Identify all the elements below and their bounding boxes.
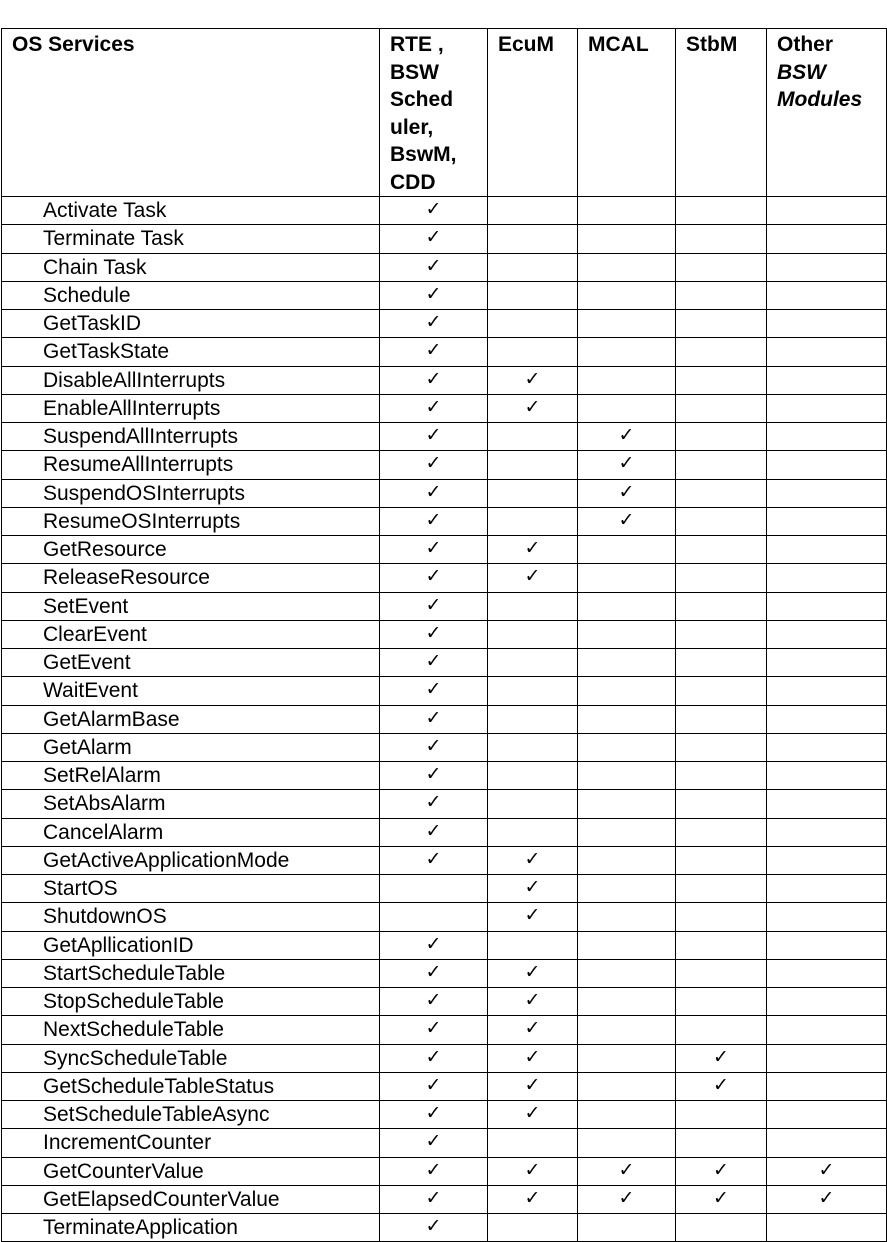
rte-check-cell: ✓ <box>380 1185 488 1213</box>
service-name-cell: ClearEvent <box>2 620 380 648</box>
stbm-check-cell <box>676 762 767 790</box>
service-name-cell: SuspendAllInterrupts <box>2 423 380 451</box>
rte-check-cell: ✓ <box>380 677 488 705</box>
ecum-check-cell <box>488 253 578 281</box>
rte-check-cell: ✓ <box>380 366 488 394</box>
header-bsw-modules-label: BSW Modules <box>777 60 863 111</box>
rte-check-cell: ✓ <box>380 705 488 733</box>
rte-check-cell: ✓ <box>380 479 488 507</box>
service-name-cell: GetResource <box>2 536 380 564</box>
service-name-cell: GetTaskState <box>2 338 380 366</box>
ecum-check-cell: ✓ <box>488 1044 578 1072</box>
ecum-check-cell <box>488 479 578 507</box>
other-check-cell: ✓ <box>767 1185 887 1213</box>
table-row <box>2 310 887 338</box>
table-row <box>2 677 887 705</box>
service-name-cell: ResumeOSInterrupts <box>2 507 380 535</box>
ecum-check-cell <box>488 507 578 535</box>
rte-check-cell: ✓ <box>380 423 488 451</box>
ecum-check-cell <box>488 677 578 705</box>
other-check-cell <box>767 903 887 931</box>
ecum-check-cell: ✓ <box>488 1101 578 1129</box>
mcal-check-cell <box>578 1101 676 1129</box>
stbm-check-cell <box>676 733 767 761</box>
rte-check-cell: ✓ <box>380 790 488 818</box>
other-check-cell <box>767 733 887 761</box>
other-check-cell <box>767 197 887 225</box>
rte-check-cell: ✓ <box>380 818 488 846</box>
ecum-check-cell: ✓ <box>488 564 578 592</box>
table-row <box>2 1072 887 1100</box>
service-name-cell: SetEvent <box>2 592 380 620</box>
table-row <box>2 1129 887 1157</box>
stbm-check-cell <box>676 564 767 592</box>
mcal-check-cell <box>578 705 676 733</box>
other-check-cell <box>767 253 887 281</box>
other-check-cell <box>767 818 887 846</box>
rte-check-cell: ✓ <box>380 564 488 592</box>
stbm-check-cell <box>676 197 767 225</box>
table-header <box>2 29 887 197</box>
mcal-check-cell <box>578 677 676 705</box>
stbm-check-cell <box>676 846 767 874</box>
mcal-check-cell: ✓ <box>578 1157 676 1185</box>
other-check-cell <box>767 620 887 648</box>
stbm-check-cell <box>676 705 767 733</box>
mcal-check-cell <box>578 988 676 1016</box>
other-check-cell <box>767 1044 887 1072</box>
stbm-check-cell <box>676 1214 767 1242</box>
stbm-check-cell <box>676 423 767 451</box>
table-row <box>2 1016 887 1044</box>
table-row <box>2 959 887 987</box>
other-check-cell <box>767 1016 887 1044</box>
table-row <box>2 423 887 451</box>
rte-check-cell: ✓ <box>380 1044 488 1072</box>
os-services-table <box>1 28 887 1242</box>
stbm-check-cell <box>676 310 767 338</box>
other-check-cell <box>767 338 887 366</box>
service-name-cell: GetEvent <box>2 649 380 677</box>
other-check-cell <box>767 677 887 705</box>
mcal-check-cell <box>578 649 676 677</box>
ecum-check-cell: ✓ <box>488 1016 578 1044</box>
rte-check-cell: ✓ <box>380 733 488 761</box>
other-check-cell <box>767 536 887 564</box>
rte-check-cell: ✓ <box>380 394 488 422</box>
table-row <box>2 818 887 846</box>
other-check-cell <box>767 649 887 677</box>
ecum-check-cell <box>488 310 578 338</box>
table-row <box>2 1214 887 1242</box>
mcal-check-cell <box>578 253 676 281</box>
stbm-check-cell <box>676 225 767 253</box>
header-mcal: MCAL <box>578 29 676 197</box>
header-rte: RTE , BSW Sched uler, BswM, CDD <box>380 29 488 197</box>
rte-check-cell: ✓ <box>380 1129 488 1157</box>
mcal-check-cell <box>578 931 676 959</box>
other-check-cell <box>767 507 887 535</box>
service-name-cell: GetScheduleTableStatus <box>2 1072 380 1100</box>
header-ecum: EcuM <box>488 29 578 197</box>
mcal-check-cell <box>578 197 676 225</box>
table-row <box>2 479 887 507</box>
service-name-cell: TerminateApplication <box>2 1214 380 1242</box>
table-row <box>2 1044 887 1072</box>
mcal-check-cell: ✓ <box>578 423 676 451</box>
header-row <box>2 29 887 197</box>
ecum-check-cell <box>488 592 578 620</box>
service-name-cell: CancelAlarm <box>2 818 380 846</box>
ecum-check-cell <box>488 649 578 677</box>
ecum-check-cell <box>488 705 578 733</box>
table-row <box>2 338 887 366</box>
mcal-check-cell <box>578 564 676 592</box>
other-check-cell <box>767 1101 887 1129</box>
ecum-check-cell <box>488 1214 578 1242</box>
other-check-cell <box>767 790 887 818</box>
rte-check-cell: ✓ <box>380 592 488 620</box>
other-check-cell <box>767 1072 887 1100</box>
service-name-cell: DisableAllInterrupts <box>2 366 380 394</box>
service-name-cell: GetActiveApplicationMode <box>2 846 380 874</box>
mcal-check-cell <box>578 846 676 874</box>
table-row <box>2 620 887 648</box>
ecum-check-cell <box>488 620 578 648</box>
service-name-cell: GetAlarmBase <box>2 705 380 733</box>
table-row <box>2 281 887 309</box>
rte-check-cell: ✓ <box>380 451 488 479</box>
ecum-check-cell <box>488 225 578 253</box>
rte-check-cell: ✓ <box>380 649 488 677</box>
other-check-cell <box>767 1214 887 1242</box>
ecum-check-cell: ✓ <box>488 536 578 564</box>
ecum-check-cell <box>488 423 578 451</box>
stbm-check-cell <box>676 451 767 479</box>
stbm-check-cell <box>676 620 767 648</box>
stbm-check-cell: ✓ <box>676 1157 767 1185</box>
table-row <box>2 536 887 564</box>
other-check-cell <box>767 705 887 733</box>
ecum-check-cell <box>488 451 578 479</box>
header-other-label: Other <box>777 33 834 56</box>
other-check-cell <box>767 564 887 592</box>
table-row <box>2 507 887 535</box>
service-name-cell: EnableAllInterrupts <box>2 394 380 422</box>
table-row <box>2 1101 887 1129</box>
mcal-check-cell <box>578 818 676 846</box>
table-row <box>2 197 887 225</box>
mcal-check-cell: ✓ <box>578 507 676 535</box>
service-name-cell: ResumeAllInterrupts <box>2 451 380 479</box>
other-check-cell <box>767 310 887 338</box>
table-row <box>2 733 887 761</box>
stbm-check-cell <box>676 479 767 507</box>
other-check-cell: ✓ <box>767 1157 887 1185</box>
stbm-check-cell <box>676 1129 767 1157</box>
rte-check-cell: ✓ <box>380 507 488 535</box>
table-row <box>2 1157 887 1185</box>
other-check-cell <box>767 875 887 903</box>
mcal-check-cell <box>578 281 676 309</box>
stbm-check-cell <box>676 875 767 903</box>
table-row <box>2 394 887 422</box>
ecum-check-cell <box>488 281 578 309</box>
stbm-check-cell <box>676 790 767 818</box>
mcal-check-cell: ✓ <box>578 451 676 479</box>
header-other-bsw <box>767 29 887 197</box>
service-name-cell: GetCounterValue <box>2 1157 380 1185</box>
table-row <box>2 988 887 1016</box>
ecum-check-cell <box>488 790 578 818</box>
other-check-cell <box>767 592 887 620</box>
table-row <box>2 564 887 592</box>
service-name-cell: Terminate Task <box>2 225 380 253</box>
table-body <box>2 197 887 1242</box>
header-os-services: OS Services <box>2 29 380 197</box>
stbm-check-cell <box>676 394 767 422</box>
stbm-check-cell <box>676 988 767 1016</box>
mcal-check-cell <box>578 592 676 620</box>
service-name-cell: Schedule <box>2 281 380 309</box>
other-check-cell <box>767 762 887 790</box>
stbm-check-cell <box>676 959 767 987</box>
service-name-cell: ShutdownOS <box>2 903 380 931</box>
ecum-check-cell <box>488 762 578 790</box>
other-check-cell <box>767 931 887 959</box>
stbm-check-cell: ✓ <box>676 1185 767 1213</box>
rte-check-cell: ✓ <box>380 225 488 253</box>
mcal-check-cell <box>578 790 676 818</box>
mcal-check-cell <box>578 875 676 903</box>
service-name-cell: WaitEvent <box>2 677 380 705</box>
rte-check-cell: ✓ <box>380 253 488 281</box>
service-name-cell: SetRelAlarm <box>2 762 380 790</box>
rte-check-cell <box>380 875 488 903</box>
other-check-cell <box>767 988 887 1016</box>
stbm-check-cell <box>676 649 767 677</box>
table-row <box>2 875 887 903</box>
stbm-check-cell <box>676 366 767 394</box>
service-name-cell: GetAlarm <box>2 733 380 761</box>
service-name-cell: SetAbsAlarm <box>2 790 380 818</box>
service-name-cell: StartScheduleTable <box>2 959 380 987</box>
stbm-check-cell: ✓ <box>676 1044 767 1072</box>
mcal-check-cell: ✓ <box>578 479 676 507</box>
ecum-check-cell: ✓ <box>488 846 578 874</box>
mcal-check-cell <box>578 959 676 987</box>
table-row <box>2 225 887 253</box>
service-name-cell: Activate Task <box>2 197 380 225</box>
other-check-cell <box>767 394 887 422</box>
mcal-check-cell <box>578 394 676 422</box>
ecum-check-cell: ✓ <box>488 959 578 987</box>
service-name-cell: IncrementCounter <box>2 1129 380 1157</box>
table-row <box>2 762 887 790</box>
ecum-check-cell: ✓ <box>488 1072 578 1100</box>
mcal-check-cell <box>578 1044 676 1072</box>
other-check-cell <box>767 225 887 253</box>
service-name-cell: SuspendOSInterrupts <box>2 479 380 507</box>
stbm-check-cell <box>676 1016 767 1044</box>
stbm-check-cell <box>676 536 767 564</box>
rte-check-cell: ✓ <box>380 197 488 225</box>
rte-check-cell: ✓ <box>380 338 488 366</box>
rte-check-cell: ✓ <box>380 1101 488 1129</box>
mcal-check-cell <box>578 1129 676 1157</box>
ecum-check-cell <box>488 931 578 959</box>
stbm-check-cell <box>676 281 767 309</box>
ecum-check-cell: ✓ <box>488 875 578 903</box>
table-row <box>2 846 887 874</box>
stbm-check-cell <box>676 592 767 620</box>
ecum-check-cell <box>488 818 578 846</box>
mcal-check-cell <box>578 536 676 564</box>
other-check-cell <box>767 479 887 507</box>
mcal-check-cell <box>578 903 676 931</box>
other-check-cell <box>767 1129 887 1157</box>
service-name-cell: GetTaskID <box>2 310 380 338</box>
ecum-check-cell: ✓ <box>488 1185 578 1213</box>
mcal-check-cell <box>578 338 676 366</box>
table-row <box>2 903 887 931</box>
mcal-check-cell <box>578 310 676 338</box>
stbm-check-cell <box>676 253 767 281</box>
ecum-check-cell: ✓ <box>488 394 578 422</box>
stbm-check-cell: ✓ <box>676 1072 767 1100</box>
rte-check-cell: ✓ <box>380 1016 488 1044</box>
service-name-cell: SetScheduleTableAsync <box>2 1101 380 1129</box>
rte-check-cell: ✓ <box>380 846 488 874</box>
other-check-cell <box>767 846 887 874</box>
service-name-cell: StartOS <box>2 875 380 903</box>
stbm-check-cell <box>676 818 767 846</box>
stbm-check-cell <box>676 677 767 705</box>
rte-check-cell: ✓ <box>380 931 488 959</box>
stbm-check-cell <box>676 507 767 535</box>
ecum-check-cell <box>488 197 578 225</box>
mcal-check-cell <box>578 1214 676 1242</box>
other-check-cell <box>767 959 887 987</box>
rte-check-cell: ✓ <box>380 959 488 987</box>
table-row <box>2 931 887 959</box>
mcal-check-cell <box>578 762 676 790</box>
mcal-check-cell: ✓ <box>578 1185 676 1213</box>
other-check-cell <box>767 451 887 479</box>
rte-check-cell: ✓ <box>380 310 488 338</box>
service-name-cell: StopScheduleTable <box>2 988 380 1016</box>
table-row <box>2 649 887 677</box>
rte-check-cell: ✓ <box>380 1214 488 1242</box>
service-name-cell: ReleaseResource <box>2 564 380 592</box>
mcal-check-cell <box>578 225 676 253</box>
ecum-check-cell <box>488 338 578 366</box>
rte-check-cell: ✓ <box>380 536 488 564</box>
table-row <box>2 366 887 394</box>
ecum-check-cell: ✓ <box>488 988 578 1016</box>
ecum-check-cell <box>488 733 578 761</box>
table-row <box>2 592 887 620</box>
stbm-check-cell <box>676 903 767 931</box>
stbm-check-cell <box>676 338 767 366</box>
service-name-cell: Chain Task <box>2 253 380 281</box>
rte-check-cell: ✓ <box>380 281 488 309</box>
rte-check-cell: ✓ <box>380 620 488 648</box>
ecum-check-cell: ✓ <box>488 1157 578 1185</box>
rte-check-cell: ✓ <box>380 762 488 790</box>
table-row <box>2 1185 887 1213</box>
rte-check-cell: ✓ <box>380 1157 488 1185</box>
ecum-check-cell <box>488 1129 578 1157</box>
table-row <box>2 705 887 733</box>
stbm-check-cell <box>676 1101 767 1129</box>
mcal-check-cell <box>578 366 676 394</box>
table-row <box>2 790 887 818</box>
rte-check-cell <box>380 903 488 931</box>
mcal-check-cell <box>578 1016 676 1044</box>
header-stbm: StbM <box>676 29 767 197</box>
mcal-check-cell <box>578 620 676 648</box>
table-row <box>2 451 887 479</box>
other-check-cell <box>767 423 887 451</box>
rte-check-cell: ✓ <box>380 1072 488 1100</box>
table-row <box>2 253 887 281</box>
rte-check-cell: ✓ <box>380 988 488 1016</box>
stbm-check-cell <box>676 931 767 959</box>
ecum-check-cell: ✓ <box>488 366 578 394</box>
other-check-cell <box>767 281 887 309</box>
service-name-cell: SyncScheduleTable <box>2 1044 380 1072</box>
mcal-check-cell <box>578 733 676 761</box>
service-name-cell: GetElapsedCounterValue <box>2 1185 380 1213</box>
service-name-cell: GetApllicationID <box>2 931 380 959</box>
mcal-check-cell <box>578 1072 676 1100</box>
other-check-cell <box>767 366 887 394</box>
service-name-cell: NextScheduleTable <box>2 1016 380 1044</box>
ecum-check-cell: ✓ <box>488 903 578 931</box>
